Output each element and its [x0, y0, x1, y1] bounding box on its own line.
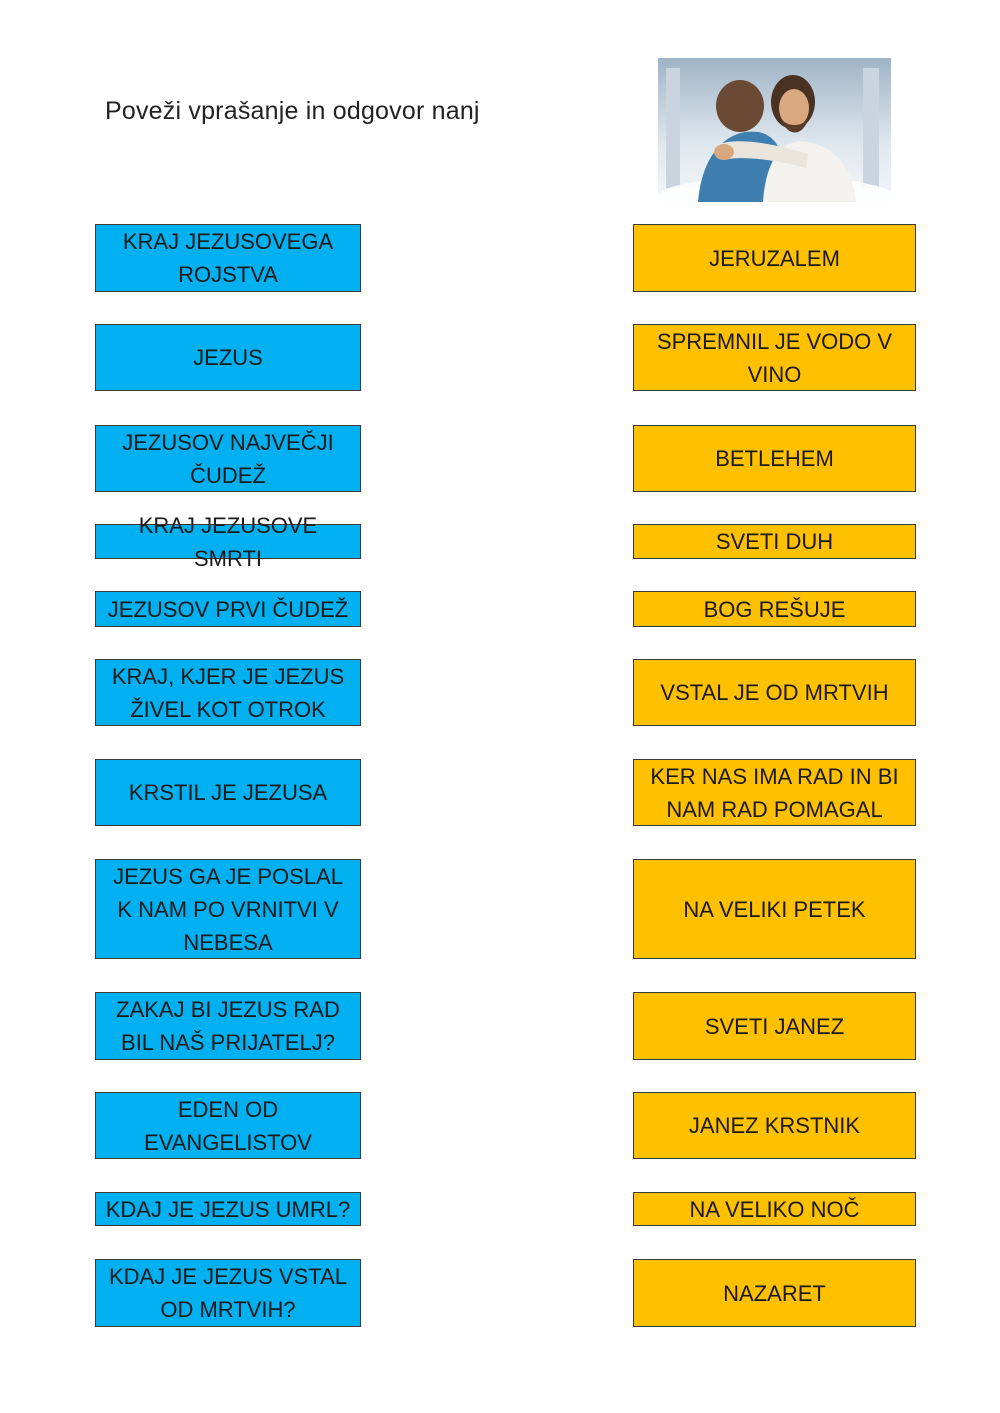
question-box: JEZUS GA JE POSLAL K NAM PO VRNITVI V NEBESA: [95, 859, 361, 959]
question-box: KDAJ JE JEZUS VSTAL OD MRTVIH?: [95, 1259, 361, 1327]
answer-box: SVETI DUH: [633, 524, 916, 559]
answer-box: NA VELIKO NOČ: [633, 1192, 916, 1226]
answer-box: BOG REŠUJE: [633, 591, 916, 627]
answer-box: KER NAS IMA RAD IN BI NAM RAD POMAGAL: [633, 759, 916, 826]
answer-box: NAZARET: [633, 1259, 916, 1327]
question-box: EDEN OD EVANGELISTOV: [95, 1092, 361, 1159]
answer-box: SPREMNIL JE VODO V VINO: [633, 324, 916, 391]
question-box: JEZUSOV PRVI ČUDEŽ: [95, 591, 361, 627]
answer-box: VSTAL JE OD MRTVIH: [633, 659, 916, 726]
answer-box: SVETI JANEZ: [633, 992, 916, 1060]
question-box: JEZUS: [95, 324, 361, 391]
jesus-embrace-picture: [658, 58, 891, 202]
answer-box: JERUZALEM: [633, 224, 916, 292]
question-box: KRAJ JEZUSOVEGA ROJSTVA: [95, 224, 361, 292]
question-box: KRSTIL JE JEZUSA: [95, 759, 361, 826]
answer-box: BETLEHEM: [633, 425, 916, 492]
question-box: KRAJ JEZUSOVE SMRTI: [95, 524, 361, 559]
question-box: KRAJ, KJER JE JEZUS ŽIVEL KOT OTROK: [95, 659, 361, 726]
worksheet-title: Poveži vprašanje in odgovor nanj: [105, 97, 480, 125]
answer-box: NA VELIKI PETEK: [633, 859, 916, 959]
question-box: KDAJ JE JEZUS UMRL?: [95, 1192, 361, 1226]
question-box: JEZUSOV NAJVEČJI ČUDEŽ: [95, 425, 361, 492]
answer-box: JANEZ KRSTNIK: [633, 1092, 916, 1159]
question-box: ZAKAJ BI JEZUS RAD BIL NAŠ PRIJATELJ?: [95, 992, 361, 1060]
